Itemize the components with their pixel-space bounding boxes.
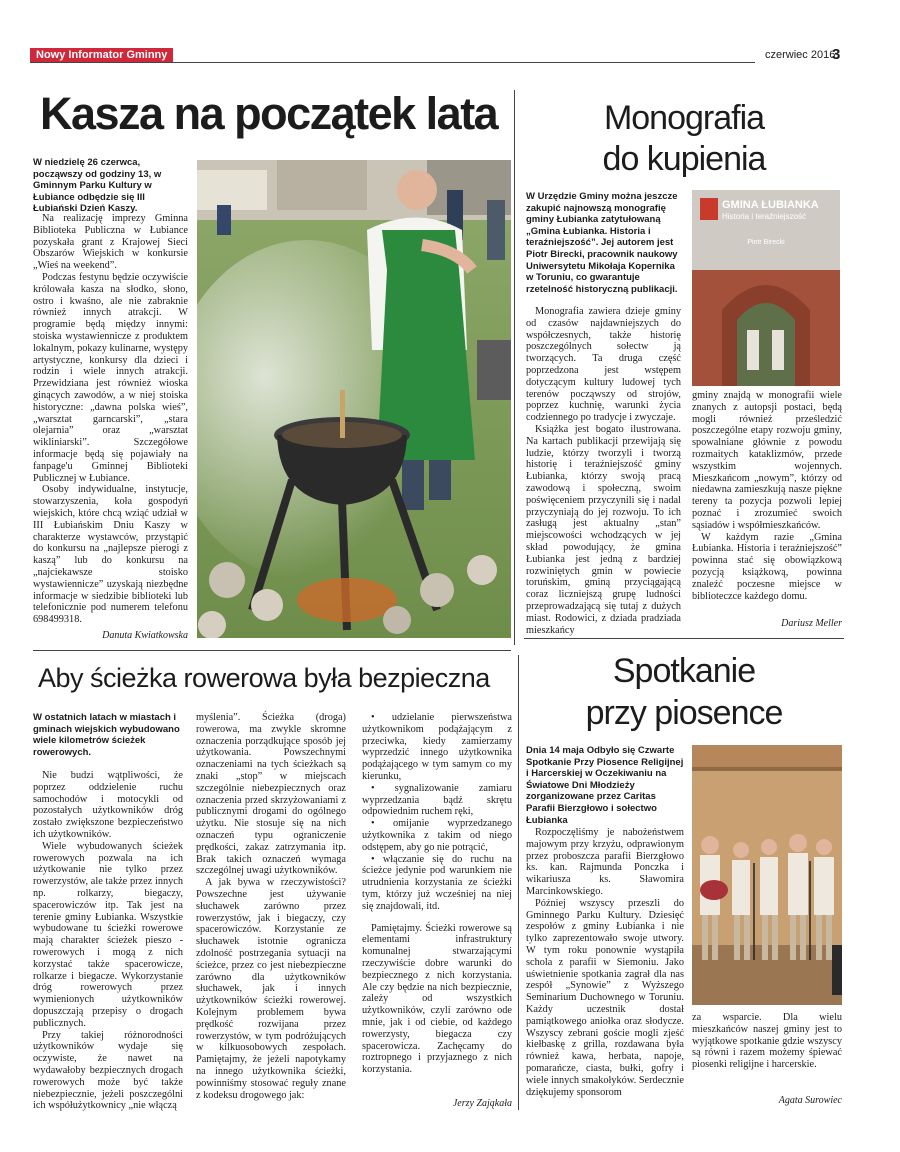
masthead-rule [30,62,755,63]
title-line: Monografia [603,99,765,137]
bullet-item: • włączanie się do ruchu na ścieżce jedynie pod warunkiem nie utrudnienia korzystania ze ścieżki tym, którzy już wcześniej na niej się znajdowali, itd. [362,853,512,912]
title-line: przy piosence [585,694,783,732]
title-line: Spotkanie [612,652,756,690]
paragraph: Podczas festynu będzie oczywiście królowała kasza na słodko, słono, ostro i kwaśno, ale nie zabraknie również innych atrakcji. W programie będą między innymi: stoiska wystawiennicze z produktem lokalnym, pokazy kulinarne, występy artystyczne, konkursy dla dzieci i rodzin i wiele innych atrakcji. Przewidziana jest również wioska ginących zawodów, a w niej stoiska historyczne: „dawna polska wieś”, „warsztat garncarski”, „stara olejarnia” oraz „warsztat wikliniarski”. Szczegółowe informacje będą się pojawiały na fanpage'u Gminnej Biblioteki Publicznej w Łubiance. [33,271,188,484]
book-title: GMINA ŁUBIANKA [722,199,819,211]
column-rule [514,90,515,645]
paragraph: Monografia zawiera dzieje gminy od czasów najdawniejszych do współczesnych, także historię poszczególnych sołectw ją tworzących. Ta druga część poprzedzona jest wstępem dotyczącym kultury ludowej tych terenów począwszy od strojów, poprzez kuchnię, warunki życia codziennego po tradycje i zwyczaje. [526,306,681,424]
sciezka-author: Jerzy Zająkała [452,1098,512,1109]
issue-date: czerwiec 2016 [765,49,836,61]
paragraph: W każdym razie „Gmina Łubianka. Historia i teraźniejszość” powinna stać się obowiązkową pozycją książkową, powinna znaleźć poczesne miejsce w biblioteczce każdego domu. [692,531,842,602]
kasza-body [33,213,188,626]
monografia-title [524,98,844,180]
paragraph: Książka jest bogato ilustrowana. Na kartach publikacji przewijają się ludzie, którzy tworzyli i tworzą historię i teraźniejszość gminy Łubianka, którzy swoją pracą zawodową i społeczną, swoim poświęceniem przyczynili się i nadal przyczyniają do jej rozwoju. To ich zasługą jest aktualny „stan” miejscowości wchodzących w jej skład powodujący, że gmina Łubianka jest jedną z bardziej rozwiniętych gmin w powiecie toruńskim, gminą przyciągającą coraz liczniejszą grupę ludności przeprowadzającą się tutaj z dużych miast. Rodowici, z dziada pradziada mieszkańcy [526,423,681,636]
paragraph: Pamiętajmy. Ścieżki rowerowe są elementami infrastruktury komunalnej stwarzającymi rzeczywiście dobre warunki do bezpiecznego z nich korzystania. Ale czy będzie na nich bezpiecznie, zależy od wszystkich użytkowników, czyli zarówno ode mnie, jak i od ciebie, od każdego rowerzysty, biegacza czy spacerowicza. Zachęcamy do roztropnego i przyjaznego z nich korzystania. [362,922,512,1076]
title-line: do kupienia [602,140,766,178]
paragraph: Osoby indywidualne, instytucje, stowarzyszenia, koła gospodyń wiejskich, które chcą wziąć udział w III Łubiańskim Dniu Kaszy w charakterze wystawców, przystąpić do konkursu na „najlepsze pierogi z kaszą” lub do konkursu na „najciekawsze stoisko wystawiennicze” uzyskają niezbędne informacje w siedzibie biblioteki lub telefonicznie pod numerem telefonu 698499318. [33,484,188,626]
spotkanie-body-right [692,1012,842,1071]
column-rule [518,655,519,1110]
sciezka-col2 [196,712,346,1101]
spotkanie-body-left [526,827,684,1098]
spotkanie-photo [692,745,842,1005]
kasza-title: Kasza na początek lata [40,88,498,139]
bullet-item: • udzielanie pierwszeństwa użytkownikom podążającym z przeciwka, kiedy zamierzamy wyprzedzić innego użytkownika podążającego w tym samym co my kierunku, [362,712,512,782]
paragraph: Później wszyscy przeszli do Gminnego Parku Kultury. Dziesięć zespołów z gminy Łubianka i nie tylko zaprezentowało swoje utwory. W tym roku ponownie wystąpiła schola z parafii w Siemoniu. Jako uświetnienie spotkania zagrał dla nas zespół „Synowie” z Wyższego Seminarium Duchownego w Toruniu. Każdy uczestnik dostał pamiątkowego aniołka oraz słodycze. Wszyscy zebrani goście mogli zjeść kiełbaskę z grilla, rozdawana była również kawa, herbata, napoje, pomarańcze, ciasta, bułki, gofry i wiele innych smakołyków. Serdecznie dziękujemy sponsorom [526,897,684,1098]
sciezka-col1 [33,770,183,1112]
bullet-item: • sygnalizowanie zamiaru wyprzedzania bądź skrętu odpowiednim ruchem ręki, [362,782,512,818]
paragraph: Przy takiej różnorodności użytkowników wydaje się oczywiste, że nawet na wydawałoby bezpiecznych drogach rowerowych może być także niebezpiecznie, jeżeli poszczególni ich współużytkownicy „nie włączą [33,1029,183,1112]
spotkanie-lead: Dnia 14 maja Odbyło się Czwarte Spotkanie Przy Piosence Religijnej i Harcerskiej w Oczekiwaniu na Światowe Dni Młodzieży zorganizowane przez Caritas Parafii Bierzgłowo i sołectwo Łubianka [526,745,684,826]
kasza-lead: W niedzielę 26 czerwca, począwszy od godziny 13, w Gminnym Parku Kultury w Łubiance odbędzie się III Łubiański Dzień Kaszy. [33,157,162,215]
paragraph: Nie budzi wątpliwości, że poprzez oddzielenie ruchu samochodów i motocykli od pozostałych użytkowników dróg zostało zwiększone bezpieczeństwo ich użytkowników. [33,770,183,840]
section-rule [524,638,844,639]
spotkanie-author: Agata Surowiec [778,1095,842,1106]
paragraph: Rozpoczęliśmy je nabożeństwem majowym przy krzyżu, odprawionym przez proboszcza parafii Bierzgłowo ks. kan. Rajmunda Ponczka i wikariusza ks. Sławomira Marcinkowskiego. [526,827,684,897]
page-number: 3 [832,46,841,63]
book-subtitle: Historia i teraźniejszość [722,212,807,221]
sciezka-lead: W ostatnich latach w miastach i gminach wiejskich wybudowano wiele kilometrów ścieżek rowerowych. [33,712,180,758]
paragraph: za wsparcie. Dla wielu mieszkańców naszej gminy jest to wyjątkowe spotkanie gdzie wszyscy są równi i razem możemy śpiewać piosenki religijne i harcerskie. [692,1012,842,1071]
paragraph: Na realizację imprezy Gminna Biblioteka Publiczna w Łubiance pozyskała grant z Krajowej Sieci Obszarów Wiejskich w konkursie „Wieś na weekend”. [33,213,188,272]
cook-with-cauldron-image [197,160,511,638]
sciezka-col3 [362,712,512,1076]
monografia-body-right [692,390,842,602]
kasza-photo [197,160,511,638]
book-cover [692,190,840,386]
publication-tag: Nowy Informator Gminny [30,48,173,63]
section-rule [33,650,511,651]
kasza-author: Danuta Kwiatkowska [102,630,188,641]
spotkanie-title [524,650,844,734]
paragraph: gminy znajdą w monografii wiele znanych z autopsji postaci, będą mogli również prześledzić poszczególne etapy rozwoju gminy, spowalniane głównie z powodu rozmaitych kataklizmów, przede wszystkim wojennych. Mieszkańcom „nowym”, którzy od niedawna zamieszkują nasze piękne tereny ta pozycja pozwoli lepiej poznać i zrozumieć swoich sąsiadów i współmieszkańców. [692,390,842,531]
girls-singing-image [692,745,842,1005]
paragraph: A jak bywa w rzeczywistości? Powszechne jest używanie słuchawek zarówno przez rowerzystów, jak i biegaczy, czy spacerowiczów. Korzystanie ze słuchawek istotnie ogranicza zdolność postrzegania sytuacji na ścieżce, przez co jest niebezpieczne zarówno dla użytkowników słuchawek, jak i innych użytkowników ścieżki rowerowej. Kolejnym problemem bywa prędkość rozwijana przez rowerzystów, w tym podróżujących w kilkuosobowych zespołach. Pamiętajmy, że jeżeli napotykamy na innego użytkownika ścieżki, powinniśmy stosować reguły znane z kodeksu drogowego jak: [196,877,346,1101]
sciezka-title: Aby ścieżka rowerowa była bezpieczna [38,663,490,693]
monografia-body-left [526,306,681,636]
book-author: Piotr Birecki [747,239,785,246]
monografia-lead: W Urzędzie Gminy można jeszcze zakupić najnowszą monografię gminy Łubianka zatytułowaną „Gmina Łubianka. Historia i teraźniejszość”. Jej autorem jest Piotr Birecki, pracownik naukowy Uniwersytetu Mikołaja Kopernika w Toruniu, co gwarantuje rzetelność historyczną publikacji. [526,191,678,295]
paragraph: Wiele wybudowanych ścieżek rowerowych pozwala na ich użytkowanie nie tylko przez rowerzystów, ale także przez innych np. rolkarzy, biegaczy, spacerowiczów itp. Tak jest na terenie gminy Łubianka. Wszystkie wybudowane tu ścieżki rowerowe mają charakter ścieżek pieszo - rowerowych i mogą z nich korzystać także spacerowicze, rolkarze i biegacze. Wykorzystanie dróg rowerowych przez wymienionych użytkowników dopuszczają przepisy o drogach publicznych. [33,840,183,1029]
paragraph: myślenia”. Ścieżka (droga) rowerowa, ma zwykle skromne oznaczenia porządkujące sposób jej użytkowania. Powszechnymi oznaczeniami na tych ścieżkach są znaki „stop” w miejscach szczególnie niebezpiecznych oraz oznaczenia przed skrzyżowaniami z publicznymi drogami do ogólnego użytku. Nie stosuje się na nich oznaczeń typu ograniczenie prędkości, zakaz zatrzymania itp. Brak takich oznaczeń wymaga szczególnej uwagi użytkowników. [196,712,346,877]
monografia-author: Dariusz Meller [781,618,842,629]
bullet-item: • omijanie wyprzedzanego użytkownika z takim od niego odstępem, aby go nie potrącić, [362,818,512,853]
